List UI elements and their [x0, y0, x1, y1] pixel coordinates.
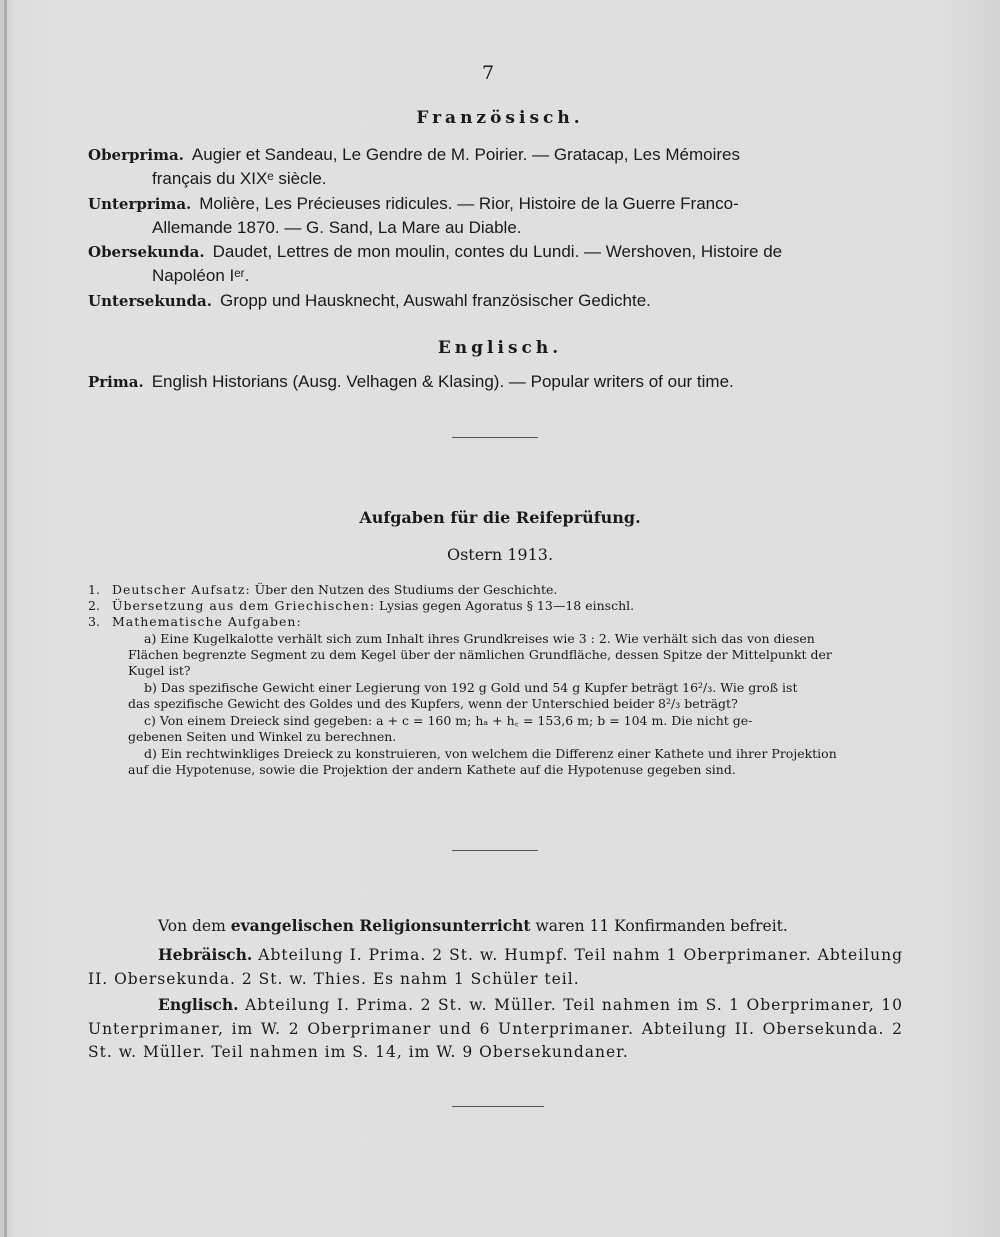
heading-exam: Aufgaben für die Reifeprüfung. — [359, 508, 641, 527]
entry-continuation: Napoléon Iᵉʳ. — [152, 266, 250, 285]
entry-text: Augier et Sandeau, Le Gendre de M. Poirier. — Gratacap, Les Mémoires — [191, 145, 740, 164]
exam-task — [88, 582, 903, 598]
entry-text: Daudet, Lettres de mon moulin, contes du Lundi. — Wershoven, Histoire de — [212, 242, 783, 261]
entry-text: English Historians (Ausg. Velhagen & Klasing). — Popular writers of our time. — [151, 372, 734, 391]
heading-french: Französisch. — [416, 108, 584, 128]
hebrew-paragraph — [88, 943, 903, 991]
task-text: Lysias gegen Agoratus § 13—18 einschl. — [379, 598, 635, 613]
exam-subtask — [88, 680, 903, 712]
exam-subtask — [88, 631, 903, 679]
heading-english: Englisch. — [437, 338, 563, 358]
text-run-bold: evangelischen Religionsunterricht — [230, 916, 531, 935]
entry-label: Unterprima. — [88, 195, 192, 213]
entry-label: Untersekunda. — [88, 292, 212, 310]
subtask-line: d) Ein rechtwinkliges Dreieck zu konstruieren, von welchem die Differenz einer Kathete und ihrer Projektion — [144, 746, 837, 761]
religion-paragraph — [88, 914, 903, 939]
text-run-bold: Englisch. — [158, 995, 239, 1014]
english-entry-prima — [88, 370, 903, 394]
task-number: 2. — [88, 598, 100, 613]
subtask-line: das spezifische Gewicht des Goldes und des Kupfers, wenn der Unterschied beider 8²/₃ beträgt? — [128, 696, 738, 711]
text-run-bold: Hebräisch. — [158, 945, 253, 964]
divider — [452, 437, 538, 438]
divider — [452, 1106, 544, 1107]
french-entry-unterprima — [88, 192, 903, 240]
text-run: Abteilung I. Prima. 2 St. w. Humpf. Teil nahm 1 Oberprimaner. Abteilung II. Obersekunda. 2 St. w. Thies. Es nahm 1 Schüler teil. — [88, 946, 903, 988]
divider — [452, 850, 538, 851]
exam-subtitle: Ostern 1913. — [446, 545, 554, 564]
entry-text: Gropp und Hausknecht, Auswahl französischer Gedichte. — [219, 291, 651, 310]
subtask-line: Flächen begrenzte Segment zu dem Kegel über der nämlichen Grundfläche, dessen Spitze der Mittelpunkt der — [128, 647, 832, 662]
text-run: Abteilung I. Prima. 2 St. w. Müller. Teil nahmen im S. 1 Oberprimaner, 10 Unterprimaner, im W. 2 Oberprimaner und 6 Unterprimaner. Abteilung II. Obersekunda. 2 St. w. Müller. Teil nahmen im S. 14, im W. 9 Obersekundaner. — [88, 996, 903, 1061]
english-paragraph — [88, 993, 903, 1065]
page-number: 7 — [482, 62, 495, 84]
exam-task-list — [88, 582, 903, 778]
subtask-line: a) Eine Kugelkalotte verhält sich zum Inhalt ihres Grundkreises wie 3 : 2. Wie verhält sich das von diesen — [144, 631, 815, 646]
entry-label: Obersekunda. — [88, 243, 205, 261]
text-run: Von dem — [158, 917, 231, 935]
french-entry-obersekunda — [88, 240, 903, 288]
task-number: 1. — [88, 582, 100, 597]
subtask-line: Kugel ist? — [128, 663, 191, 678]
entry-continuation: français du XIXᵉ siècle. — [152, 169, 327, 188]
french-entry-untersekunda — [88, 289, 903, 313]
entry-text: Molière, Les Précieuses ridicules. — Rior, Histoire de la Guerre Franco- — [199, 194, 739, 213]
subtask-line: auf die Hypotenuse, sowie die Projektion der andern Kathete auf die Hypotenuse gegeben sind. — [128, 762, 736, 777]
subtask-line: gebenen Seiten und Winkel zu berechnen. — [128, 729, 397, 744]
text-run: waren 11 Konfirmanden befreit. — [530, 917, 788, 935]
entry-label: Oberprima. — [88, 146, 184, 164]
task-label: Übersetzung aus dem Griechischen: — [111, 598, 376, 613]
exam-task — [88, 598, 903, 614]
entry-continuation: Allemande 1870. — G. Sand, La Mare au Diable. — [152, 218, 522, 237]
french-entry-oberprima — [88, 143, 903, 191]
exam-subtask — [88, 713, 903, 745]
subtask-line: b) Das spezifische Gewicht einer Legierung von 192 g Gold und 54 g Kupfer beträgt 16²/₃. Wie groß ist — [144, 680, 798, 695]
subtask-line: c) Von einem Dreieck sind gegeben: a + c = 160 m; hₐ + h꜀ = 153,6 m; b = 104 m. Die nicht ge- — [144, 713, 753, 728]
task-number: 3. — [88, 614, 100, 629]
exam-task — [88, 614, 903, 630]
book-spine-edge — [4, 0, 7, 1237]
task-text: Über den Nutzen des Studiums der Geschichte. — [254, 582, 558, 597]
entry-label: Prima. — [88, 373, 144, 391]
exam-subtask — [88, 746, 903, 778]
task-label: Deutscher Aufsatz: — [111, 582, 251, 597]
task-label: Mathematische Aufgaben: — [111, 614, 302, 629]
